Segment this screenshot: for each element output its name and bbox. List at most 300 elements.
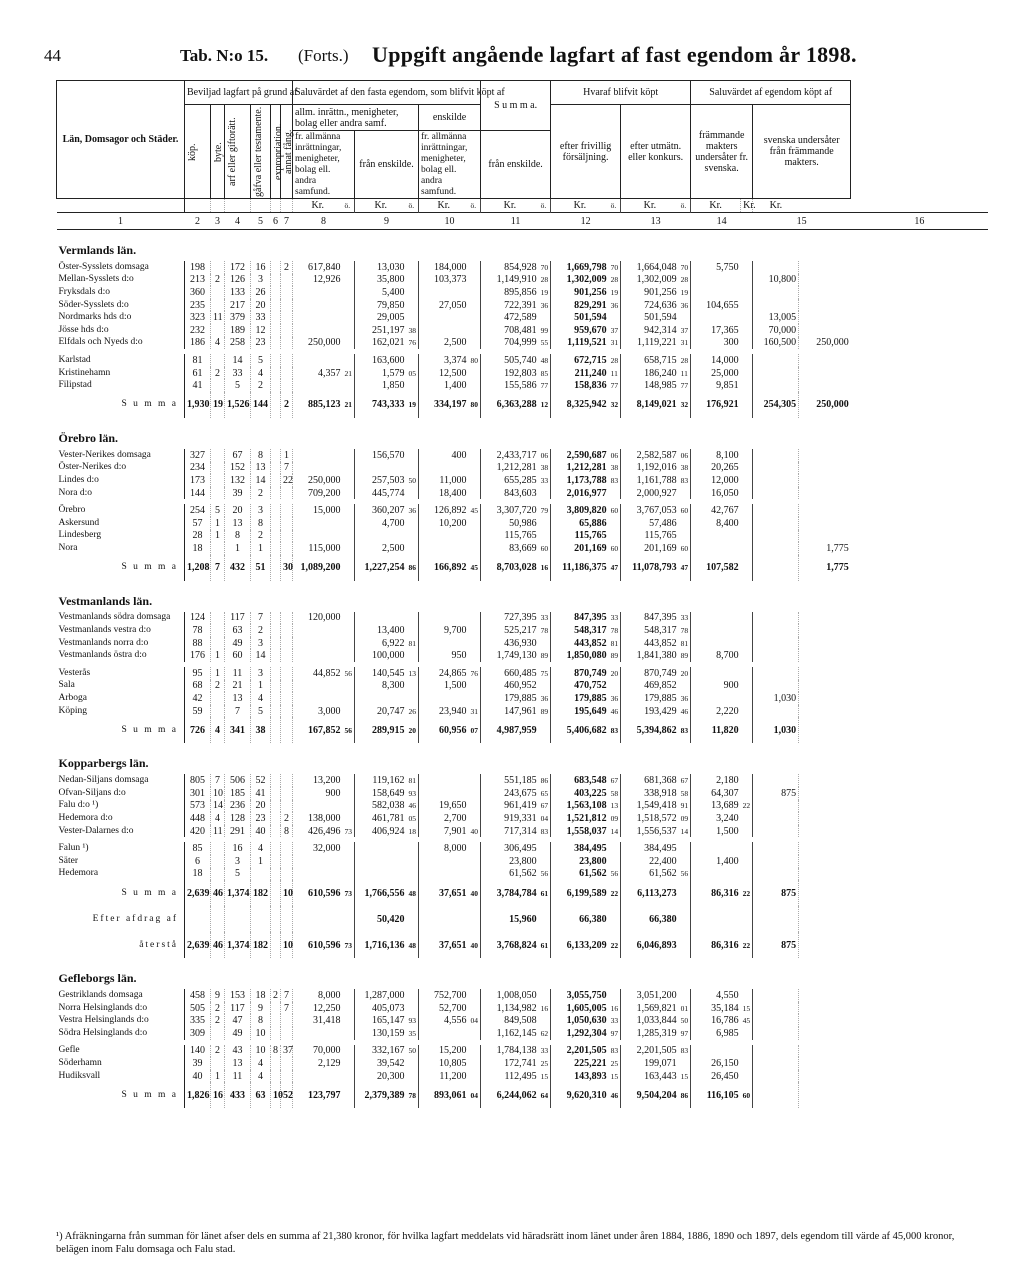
cell-ore: 60	[609, 504, 621, 517]
column-number: 8	[293, 213, 355, 230]
cell-ore	[609, 855, 621, 868]
cell-count: 3	[251, 504, 271, 517]
cell-ore: 33	[679, 612, 691, 625]
cell-kronor: 893,061	[419, 1082, 469, 1108]
cell-count	[281, 637, 293, 650]
cell-kronor: 11,200	[419, 1070, 469, 1083]
cell-ore	[741, 855, 753, 868]
cell-ore: 16	[539, 555, 551, 581]
cell-ore	[741, 504, 753, 517]
row-label: Nora	[57, 542, 185, 555]
cell-count	[281, 530, 293, 543]
cell-kronor: 39,542	[355, 1057, 407, 1070]
cell-count: 360	[185, 286, 211, 299]
cell-kronor: 1,212,281	[481, 462, 539, 475]
cell-kronor: 525,217	[481, 624, 539, 637]
row-label: Vester-Nerikes domsaga	[57, 449, 185, 462]
cell-kronor: 10,805	[419, 1057, 469, 1070]
cell-kronor	[691, 624, 741, 637]
cell-count: 14	[225, 354, 251, 367]
cell-count: 254	[185, 504, 211, 517]
cell-count	[281, 1057, 293, 1070]
cell-ore: 97	[609, 1027, 621, 1040]
cell-kronor	[293, 1070, 343, 1083]
cell-ore: 48	[539, 354, 551, 367]
cell-ore	[469, 487, 481, 500]
cell-ore	[741, 787, 753, 800]
cell-kronor: 179,885	[551, 692, 609, 705]
cell-kronor: 445,774	[355, 487, 407, 500]
cell-kronor: 4,987,959	[481, 717, 539, 743]
cell-ore	[343, 504, 355, 517]
cell-kronor: 505,740	[481, 354, 539, 367]
cell-value	[799, 1027, 851, 1040]
cell-ore	[407, 692, 419, 705]
cell-count: 5	[251, 354, 271, 367]
table-row	[57, 261, 989, 274]
cell-count: 85	[185, 842, 211, 855]
cell-count	[271, 462, 281, 475]
cell-kronor: 37,651	[419, 880, 469, 906]
cell-ore: 19	[679, 286, 691, 299]
cell-count	[271, 1014, 281, 1027]
cell-kronor: 470,752	[551, 680, 609, 693]
cell-kronor: 582,038	[355, 800, 407, 813]
cell-count	[281, 787, 293, 800]
cell-kronor: 86,316	[691, 880, 741, 906]
cell-kronor: 6,985	[691, 1027, 741, 1040]
cell-ore: 36	[679, 299, 691, 312]
cell-ore	[469, 787, 481, 800]
cell-ore	[679, 842, 691, 855]
cell-value	[799, 868, 851, 881]
cell-count: 10	[281, 880, 293, 906]
cell-ore: 46	[407, 800, 419, 813]
cell-ore: 20	[679, 667, 691, 680]
cell-count: 2	[211, 680, 225, 693]
cell-ore: 09	[609, 812, 621, 825]
cell-kronor: 143,893	[551, 1070, 609, 1083]
cell-ore: 46	[679, 705, 691, 718]
cell-kronor: 8,300	[355, 680, 407, 693]
cell-kronor	[355, 462, 407, 475]
cell-ore	[539, 906, 551, 932]
cell-ore	[343, 842, 355, 855]
cell-count	[281, 868, 293, 881]
table-row	[57, 367, 989, 380]
cell-ore	[539, 637, 551, 650]
cell-kronor: 2,201,505	[621, 1045, 679, 1058]
cell-ore	[469, 855, 481, 868]
cell-kronor: 61,562	[481, 868, 539, 881]
cell-kronor: 1,716,136	[355, 932, 407, 958]
cell-value	[799, 906, 851, 932]
cell-kronor	[691, 530, 741, 543]
cell-kronor: 66,380	[551, 906, 609, 932]
table-row	[57, 274, 989, 287]
cell-kronor: 64,307	[691, 787, 741, 800]
cell-ore: 33	[539, 474, 551, 487]
cell-kronor: 156,570	[355, 449, 407, 462]
cell-count: 144	[185, 487, 211, 500]
row-label: Vestra Helsinglands d:o	[57, 1014, 185, 1027]
cell-count	[211, 842, 225, 855]
cell-ore	[469, 474, 481, 487]
column-number: 10	[419, 213, 481, 230]
cell-ore	[407, 842, 419, 855]
kr-blank	[225, 199, 251, 213]
cell-kronor: 8,000	[293, 989, 343, 1002]
cell-ore: 67	[609, 774, 621, 787]
cell-kronor: 11,186,375	[551, 555, 609, 581]
cell-ore: 67	[679, 774, 691, 787]
cell-kronor: 158,649	[355, 787, 407, 800]
cell-ore: 46	[609, 1082, 621, 1108]
cell-ore: 18	[407, 825, 419, 838]
cell-count	[281, 274, 293, 287]
header-svenska: svenska undersåter från främmande makters.	[753, 105, 851, 199]
cell-kronor: 115,765	[481, 530, 539, 543]
cell-ore	[469, 274, 481, 287]
cell-count	[281, 624, 293, 637]
cell-count: 1	[211, 1070, 225, 1083]
cell-count	[281, 842, 293, 855]
cell-value	[799, 487, 851, 500]
cell-ore	[407, 354, 419, 367]
cell-ore: 09	[679, 812, 691, 825]
cell-count	[211, 1057, 225, 1070]
cell-kronor: 119,162	[355, 774, 407, 787]
cell-count: 51	[251, 555, 271, 581]
cell-kronor	[293, 517, 343, 530]
cell-kronor: 130,159	[355, 1027, 407, 1040]
cell-kronor: 829,291	[551, 299, 609, 312]
cell-count: 3	[251, 667, 271, 680]
table-row	[57, 1027, 989, 1040]
cell-kronor: 1,134,982	[481, 1002, 539, 1015]
cell-count: 341	[225, 717, 251, 743]
cell-kronor: 1,563,108	[551, 800, 609, 813]
cell-ore	[343, 787, 355, 800]
cell-ore	[343, 649, 355, 662]
cell-ore: 45	[741, 1014, 753, 1027]
cell-count: 11	[225, 667, 251, 680]
table-row	[57, 787, 989, 800]
cell-value: 875	[753, 880, 799, 906]
cell-ore: 06	[679, 449, 691, 462]
cell-kronor: 900	[293, 787, 343, 800]
cell-count	[271, 705, 281, 718]
cell-ore	[741, 337, 753, 350]
cell-ore: 04	[469, 1082, 481, 1108]
cell-ore: 20	[407, 717, 419, 743]
cell-kronor: 2,201,505	[551, 1045, 609, 1058]
cell-kronor: 660,485	[481, 667, 539, 680]
cell-kronor: 9,504,204	[621, 1082, 679, 1108]
cell-kronor: 672,715	[551, 354, 609, 367]
cell-kronor: 2,500	[419, 337, 469, 350]
cell-ore: 86	[679, 1082, 691, 1108]
cell-kronor: 2,016,977	[551, 487, 609, 500]
cell-count: 38	[251, 717, 271, 743]
cell-value	[799, 787, 851, 800]
cell-ore	[679, 906, 691, 932]
cell-ore	[407, 261, 419, 274]
cell-count: 59	[185, 705, 211, 718]
cell-count: 46	[211, 932, 225, 958]
cell-ore	[469, 311, 481, 324]
cell-ore	[539, 487, 551, 500]
cell-value	[753, 774, 799, 787]
row-label: Nora d:o	[57, 487, 185, 500]
cell-count	[271, 906, 281, 932]
cell-kronor	[293, 637, 343, 650]
row-label: Vestmanlands vestra d:o	[57, 624, 185, 637]
cell-value	[799, 692, 851, 705]
cell-count: 172	[225, 261, 251, 274]
cell-ore: 80	[469, 354, 481, 367]
cell-count: 235	[185, 299, 211, 312]
column-number: 11	[481, 213, 551, 230]
cell-kronor: 461,781	[355, 812, 407, 825]
cell-value	[753, 462, 799, 475]
cell-kronor: 251,197	[355, 324, 407, 337]
cell-count	[211, 379, 225, 392]
cell-kronor: 44,852	[293, 667, 343, 680]
cell-kronor: 8,325,942	[551, 392, 609, 418]
cell-kronor: 250,000	[293, 474, 343, 487]
cell-count	[271, 379, 281, 392]
cell-count: 433	[225, 1082, 251, 1108]
cell-kronor: 8,149,021	[621, 392, 679, 418]
table-row	[57, 1057, 989, 1070]
cell-count: 21	[225, 680, 251, 693]
cell-ore: 83	[679, 717, 691, 743]
table-row	[57, 842, 989, 855]
cell-ore: 50	[407, 1045, 419, 1058]
row-label: Köping	[57, 705, 185, 718]
cell-count	[271, 1002, 281, 1015]
cell-count: 4	[251, 1070, 271, 1083]
cell-count: 126	[225, 274, 251, 287]
lan-name: Vestmanlands län.	[58, 593, 153, 608]
cell-count: 1	[211, 517, 225, 530]
cell-count: 2	[251, 624, 271, 637]
cell-kronor: 406,924	[355, 825, 407, 838]
cell-kronor: 26,150	[691, 1057, 741, 1070]
cell-kronor	[293, 354, 343, 367]
column-number: 12	[551, 213, 621, 230]
cell-ore	[679, 855, 691, 868]
cell-ore: 46	[609, 705, 621, 718]
cell-kronor: 959,670	[551, 324, 609, 337]
cell-kronor: 1,749,130	[481, 649, 539, 662]
cell-ore	[741, 261, 753, 274]
cell-kronor: 6,046,893	[621, 932, 679, 958]
cell-value	[799, 825, 851, 838]
cell-kronor: 1,227,254	[355, 555, 407, 581]
cell-count	[271, 487, 281, 500]
cell-count	[281, 354, 293, 367]
cell-ore	[343, 286, 355, 299]
cell-ore	[741, 842, 753, 855]
cell-count	[281, 1070, 293, 1083]
cell-value	[753, 1027, 799, 1040]
cell-kronor: 5,750	[691, 261, 741, 274]
table-row	[57, 299, 989, 312]
cell-count: 52	[281, 1082, 293, 1108]
cell-ore	[469, 680, 481, 693]
cell-kronor: 2,220	[691, 705, 741, 718]
cell-kronor: 405,073	[355, 1002, 407, 1015]
cell-kronor	[293, 868, 343, 881]
row-label: S u m m a	[57, 392, 185, 418]
cell-kronor	[293, 1027, 343, 1040]
cell-kronor: 1,302,009	[551, 274, 609, 287]
cell-count	[281, 504, 293, 517]
cell-ore: 35	[407, 1027, 419, 1040]
cell-ore	[407, 906, 419, 932]
cell-kronor: 4,357	[293, 367, 343, 380]
cell-count: 2,639	[185, 932, 211, 958]
cell-count	[271, 274, 281, 287]
cell-ore	[407, 517, 419, 530]
cell-count: 573	[185, 800, 211, 813]
cell-ore	[539, 530, 551, 543]
cell-value	[799, 311, 851, 324]
cell-count: 14	[211, 800, 225, 813]
cell-ore: 77	[679, 379, 691, 392]
cell-count: 14	[251, 649, 271, 662]
kr-blank	[211, 199, 225, 213]
cell-count: 1,826	[185, 1082, 211, 1108]
cell-ore	[343, 1002, 355, 1015]
cell-value	[799, 667, 851, 680]
cell-kronor: 1,841,380	[621, 649, 679, 662]
cell-ore	[343, 530, 355, 543]
cell-kronor: 35,184	[691, 1002, 741, 1015]
cell-ore	[469, 286, 481, 299]
cell-ore	[343, 855, 355, 868]
cell-count: 52	[251, 774, 271, 787]
cell-count: 432	[225, 555, 251, 581]
cell-kronor: 403,225	[551, 787, 609, 800]
column-number: 3	[211, 213, 225, 230]
cell-kronor: 443,852	[621, 637, 679, 650]
cell-count: 42	[185, 692, 211, 705]
cell-kronor: 201,169	[551, 542, 609, 555]
table-row	[57, 449, 989, 462]
cell-kronor: 704,999	[481, 337, 539, 350]
cell-ore	[343, 705, 355, 718]
lagfart-table	[56, 80, 988, 1108]
row-label: Askersund	[57, 517, 185, 530]
cell-ore: 31	[609, 337, 621, 350]
cell-kronor	[355, 692, 407, 705]
cell-ore	[469, 868, 481, 881]
cell-count: 7	[211, 555, 225, 581]
cell-ore: 77	[539, 379, 551, 392]
cell-count: 20	[225, 504, 251, 517]
cell-kronor: 7,901	[419, 825, 469, 838]
row-label: Kristinehamn	[57, 367, 185, 380]
ore-label: ö.	[679, 199, 691, 213]
cell-ore: 45	[469, 504, 481, 517]
cell-ore	[741, 906, 753, 932]
cell-count: 4	[211, 717, 225, 743]
cell-ore	[469, 800, 481, 813]
cell-ore	[679, 989, 691, 1002]
cell-kronor: 115,000	[293, 542, 343, 555]
cell-count	[281, 612, 293, 625]
cell-ore: 50	[679, 1014, 691, 1027]
cell-kronor: 19,650	[419, 800, 469, 813]
cell-count	[271, 286, 281, 299]
cell-kronor: 243,675	[481, 787, 539, 800]
cell-kronor	[691, 612, 741, 625]
cell-kronor: 727,395	[481, 612, 539, 625]
cell-count: 10	[251, 1045, 271, 1058]
cell-kronor	[293, 299, 343, 312]
cell-count: 7	[281, 1002, 293, 1015]
cell-ore	[741, 692, 753, 705]
cell-kronor: 86,316	[691, 932, 741, 958]
cell-count: 291	[225, 825, 251, 838]
cell-ore: 26	[407, 705, 419, 718]
cell-value	[753, 906, 799, 932]
cell-ore	[343, 274, 355, 287]
cell-count: 22	[281, 474, 293, 487]
cell-count: 4	[251, 842, 271, 855]
cell-count: 57	[185, 517, 211, 530]
cell-count	[271, 299, 281, 312]
cell-count: 117	[225, 1002, 251, 1015]
cell-ore	[343, 487, 355, 500]
cell-count: 26	[251, 286, 271, 299]
cell-kronor: 9,620,310	[551, 1082, 609, 1108]
cell-count: 2	[211, 1045, 225, 1058]
table-row	[57, 649, 989, 662]
header-allm: allm. inrättn., menigheter, bolag eller andra samf.	[293, 105, 419, 131]
cell-ore	[741, 517, 753, 530]
cell-ore: 36	[609, 692, 621, 705]
cell-count: 20	[251, 800, 271, 813]
cell-count	[211, 705, 225, 718]
cell-ore: 61	[539, 880, 551, 906]
cell-value	[799, 880, 851, 906]
cell-kronor: 4,700	[355, 517, 407, 530]
table-body	[57, 230, 989, 1109]
cell-kronor: 12,500	[419, 367, 469, 380]
cell-kronor	[419, 906, 469, 932]
cell-kronor: 610,596	[293, 932, 343, 958]
cell-kronor: 617,840	[293, 261, 343, 274]
cell-count: 33	[251, 311, 271, 324]
cell-ore: 40	[469, 880, 481, 906]
cell-ore: 15	[679, 1070, 691, 1083]
header-utmatn: efter utmätn. eller konkurs.	[621, 105, 691, 199]
cell-kronor: 192,803	[481, 367, 539, 380]
cell-value	[799, 274, 851, 287]
cell-value	[753, 367, 799, 380]
cell-ore: 97	[679, 1027, 691, 1040]
cell-count: 78	[185, 624, 211, 637]
cell-count: 133	[225, 286, 251, 299]
cell-kronor	[293, 692, 343, 705]
cell-kronor: 961,419	[481, 800, 539, 813]
cell-ore: 25	[539, 1057, 551, 1070]
cell-kronor: 9,700	[419, 624, 469, 637]
